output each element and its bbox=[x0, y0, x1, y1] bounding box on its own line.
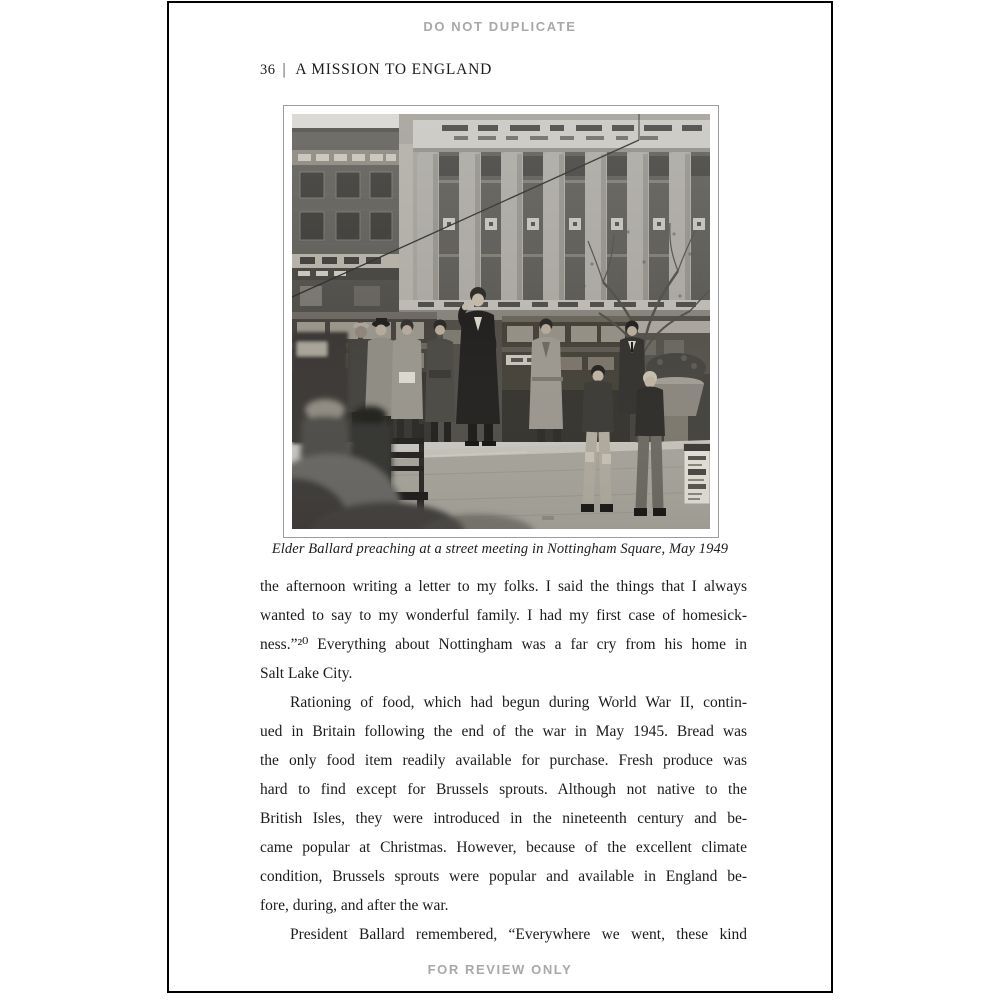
body-line: ness.”²⁰ Everything about Nottingham was a far cry from his home in bbox=[260, 636, 747, 653]
body-line: the only food item readily available for purchase. Fresh produce was bbox=[260, 752, 747, 769]
book-page bbox=[167, 1, 833, 993]
top-watermark: DO NOT DUPLICATE bbox=[423, 19, 577, 34]
body-line: Rationing of food, which had begun during World War II, contin- bbox=[290, 694, 747, 711]
running-head bbox=[260, 61, 492, 79]
running-head-separator: | bbox=[282, 61, 287, 78]
body-line: hard to find except for Brussels sprouts. Although not native to the bbox=[260, 781, 747, 798]
book-title: A MISSION TO ENGLAND bbox=[295, 61, 493, 78]
bottom-watermark: FOR REVIEW ONLY bbox=[427, 962, 573, 977]
photo bbox=[292, 114, 710, 529]
body-text bbox=[260, 572, 747, 949]
photo-caption: Elder Ballard preaching at a street meeting in Nottingham Square, May 1949 bbox=[271, 541, 729, 557]
body-line: wanted to say to my wonderful family. I had my first case of homesick- bbox=[260, 607, 747, 624]
body-line: fore, during, and after the war. bbox=[260, 897, 449, 914]
body-line: ued in Britain following the end of the war in May 1945. Bread was bbox=[260, 723, 747, 740]
page-number: 36 bbox=[260, 62, 276, 78]
body-line: British Isles, they were introduced in the nineteenth century and be- bbox=[260, 810, 747, 827]
body-line: President Ballard remembered, “Everywhere we went, these kind bbox=[290, 926, 747, 943]
body-line: the afternoon writing a letter to my folks. I said the things that I always bbox=[260, 578, 747, 595]
body-line: came popular at Christmas. However, because of the excellent climate bbox=[260, 839, 747, 856]
body-line: Salt Lake City. bbox=[260, 665, 353, 682]
photo-frame bbox=[283, 105, 719, 538]
body-line: condition, Brussels sprouts were popular and available in England be- bbox=[260, 868, 747, 885]
